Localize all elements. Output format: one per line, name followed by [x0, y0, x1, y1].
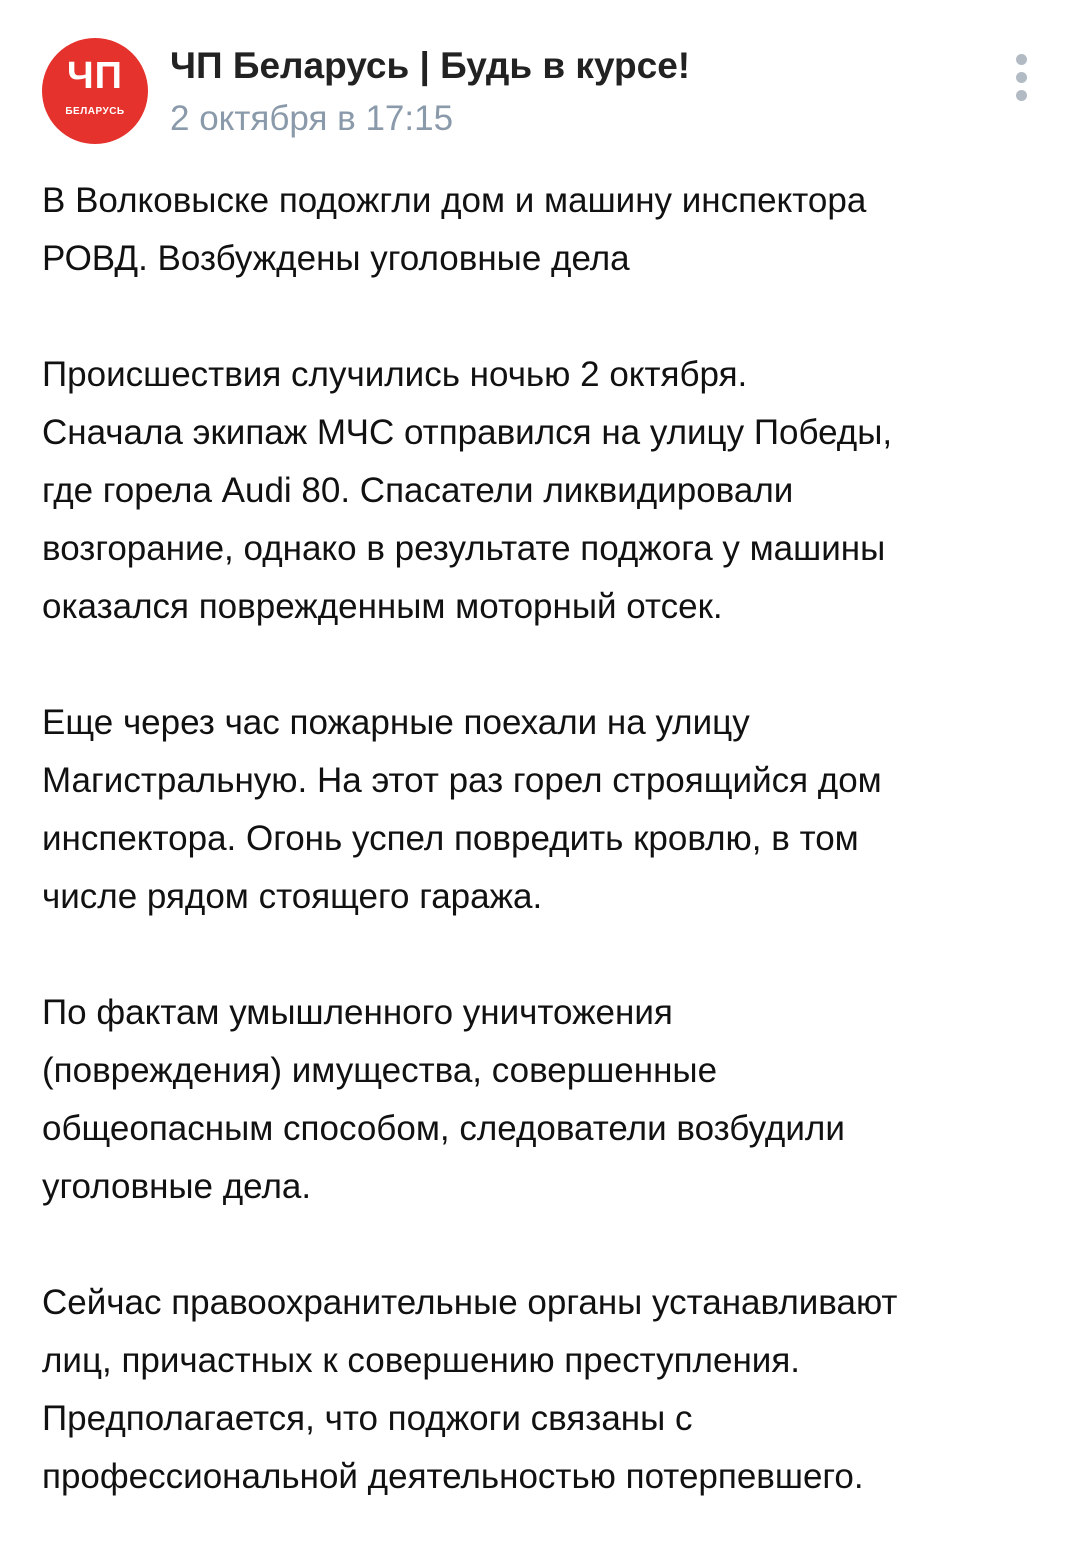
post-date[interactable]: 2 октября в 17:15	[170, 99, 454, 138]
post-paragraph: Происшествия случились ночью 2 октября. Сначала экипаж МЧС отправился на улицу Победы, где горела Audi 80. Спасатели ликвидировали возгорание, однако в результате поджога у машины оказался поврежденным моторный отсек.	[42, 355, 893, 626]
post-paragraph: Сейчас правоохранительные органы устанавливают лиц, причастных к совершению преступления. Предполагается, что поджоги связаны с профессиональной деятельностью потерпевшего.	[42, 1283, 898, 1496]
more-options-button[interactable]	[1002, 50, 1042, 104]
post-text	[42, 172, 1042, 1564]
avatar-logo-subtext: БЕЛАРУСЬ	[65, 106, 125, 117]
post-header	[42, 38, 1042, 148]
avatar-logo-text: ЧП	[66, 55, 123, 97]
post-paragraph: В Волковыске подожгли дом и машину инспектора РОВД. Возбуждены уголовные дела	[42, 181, 867, 278]
post-paragraph: По фактам умышленного уничтожения (повреждения) имущества, совершенные общеопасным способом, следователи возбудили уголовные дела.	[42, 993, 845, 1206]
vertical-dots-icon	[1016, 54, 1027, 65]
group-name-link[interactable]: ЧП Беларусь | Будь в курсе!	[170, 45, 691, 86]
group-avatar[interactable]	[42, 38, 148, 144]
vertical-dots-icon	[1016, 90, 1027, 101]
vertical-dots-icon	[1016, 72, 1027, 83]
post-paragraph: Еще через час пожарные поехали на улицу Магистральную. На этот раз горел строящийся дом инспектора. Огонь успел повредить кровлю, в том числе рядом стоящего гаража.	[42, 703, 882, 916]
